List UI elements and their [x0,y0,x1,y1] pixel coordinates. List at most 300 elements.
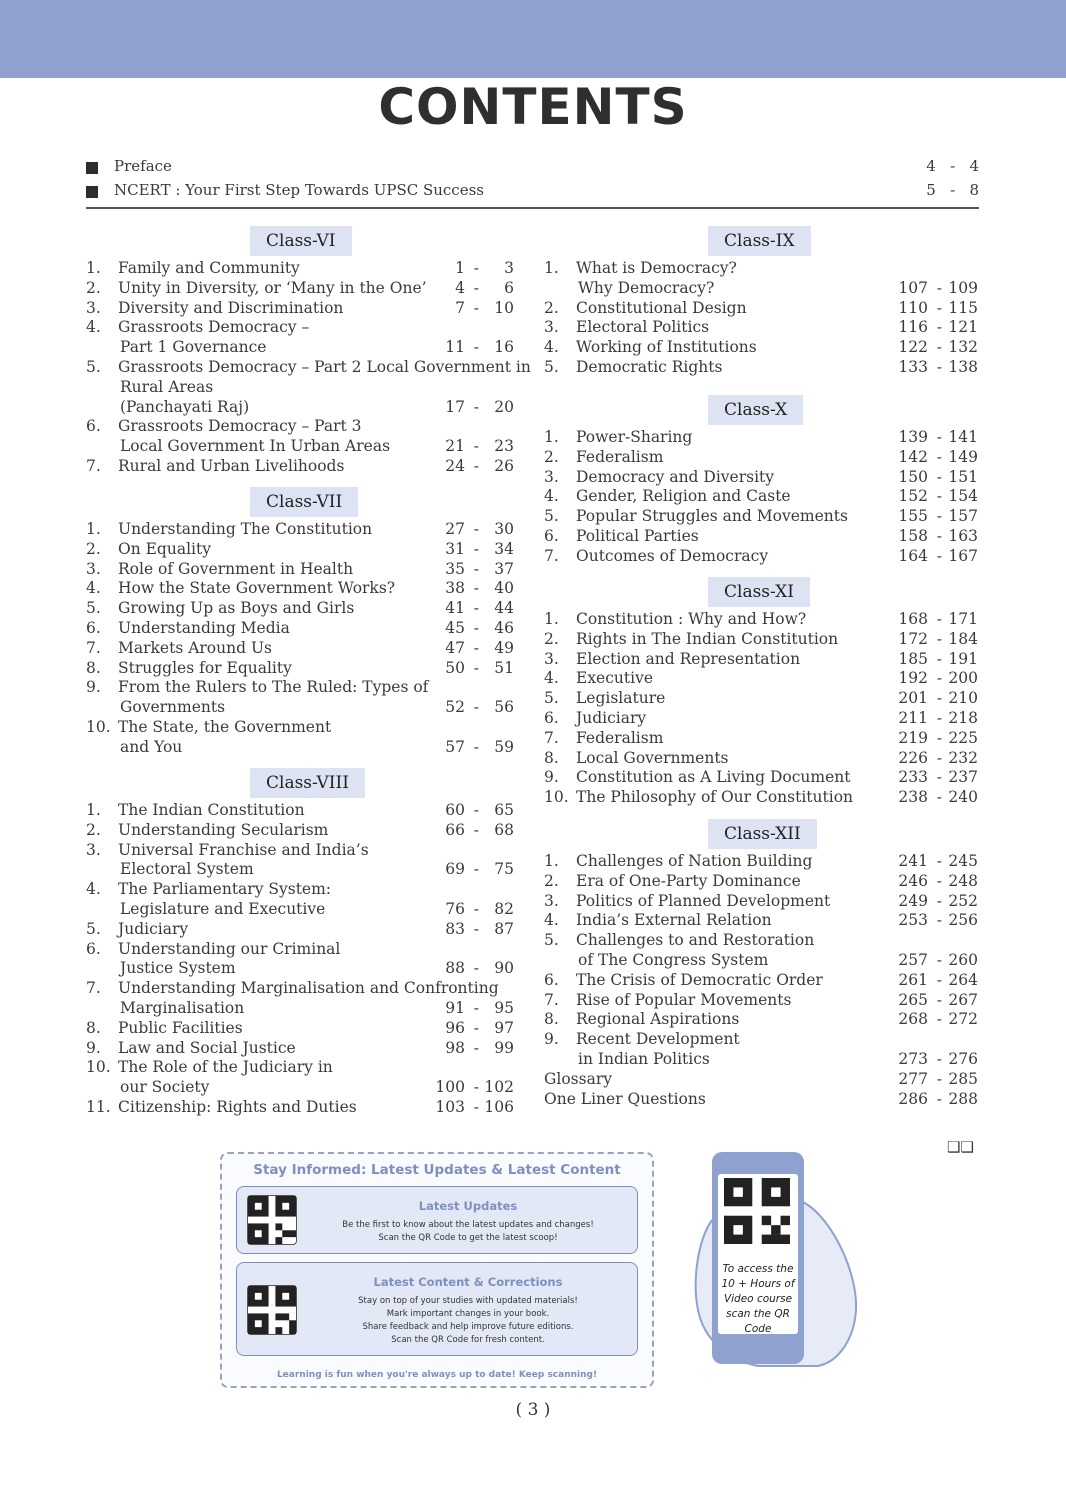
entry-number: 2. [544,298,559,317]
preface-label: Preface [114,157,172,175]
entry-number: 2. [86,278,101,297]
page-from: 133 [898,358,928,376]
page-dash: - [473,919,479,938]
page-to: 44 [494,599,514,618]
page-dash: - [473,298,479,317]
page-to: 245 [948,852,978,870]
entry-number: 8. [86,1018,101,1037]
entry-title: Justice System [120,959,236,978]
entry-title: Challenges to and Restoration [576,931,815,950]
page-dash: - [473,619,479,637]
page-to: 171 [948,610,978,628]
entry-number: 2. [544,629,559,648]
page-to: 200 [948,669,978,688]
page-to: 167 [948,546,978,565]
toc-entry-line[interactable] [0,748,1066,768]
page-to: 90 [494,959,514,978]
entry-number: 10. [86,1058,111,1077]
page-from: 1 [455,259,465,277]
page-dash: - [473,520,479,538]
toc-entry-line[interactable] [0,1029,1066,1049]
qr-box-heading: Stay Informed: Latest Updates & Latest Content [253,1162,621,1178]
entry-number: 5. [86,358,101,376]
entry-title: Glossary [544,1069,612,1088]
page-to: 288 [948,1089,978,1108]
qr-code-icon[interactable] [247,1285,297,1335]
entry-title: Universal Franchise and India’s [118,840,369,859]
page-dash: - [936,951,942,969]
entry-number: 2. [544,447,559,466]
entry-title: Era of One-Party Dominance [576,871,801,890]
entry-title: (Panchayati Raj) [120,397,250,416]
page-dash: - [936,990,942,1009]
page-from: 142 [898,447,928,466]
preface-row[interactable] [86,157,979,179]
toc-entry-line[interactable] [0,258,1066,278]
page-from: 31 [445,539,465,558]
entry-title: How the State Government Works? [118,579,396,598]
toc-entry-line[interactable] [0,298,1066,318]
entry-title: Citizenship: Rights and Duties [118,1098,357,1116]
page-to: 65 [494,801,514,819]
page-from: 253 [898,911,928,930]
page-from: 241 [898,852,928,870]
page-from: 4 [455,278,465,297]
page-to: 30 [494,520,514,538]
toc-entry-line[interactable] [0,357,1066,377]
page-to: 225 [948,728,978,747]
toc-entry-line[interactable] [0,891,1066,911]
page-from: 76 [445,900,465,918]
entry-title: Legislature and Executive [120,900,326,918]
entry-title: Understanding The Constitution [118,520,373,538]
page-from: 41 [445,599,465,618]
entry-title: Grassroots Democracy – [118,318,310,337]
page-dash: - [936,1069,942,1088]
entry-title: Judiciary [576,709,647,727]
toc-entry-line[interactable] [0,668,1066,688]
entry-number: 1. [544,428,559,446]
toc-entry-line[interactable] [0,397,1066,417]
entry-number: 11. [86,1098,111,1116]
page-dash: - [473,259,479,277]
entry-number: 6. [86,619,101,637]
page-from: 261 [898,970,928,989]
page-from: 24 [445,457,465,475]
entry-title: Legislature [576,689,666,708]
page-from: 69 [445,860,465,879]
page-to: 10 [494,298,514,317]
class-heading-x: Class-X [708,395,803,425]
page-to: 95 [494,999,514,1017]
page-dash: - [473,579,479,598]
page-from: 57 [445,737,465,756]
toc-entry-line[interactable] [0,1089,1066,1109]
page-from: 158 [898,527,928,545]
entry-number: 3. [544,891,559,910]
page-to: 49 [494,638,514,657]
entry-title: Challenges of Nation Building [576,852,813,870]
phone-illustration [712,1152,804,1364]
entry-title: One Liner Questions [544,1089,706,1108]
entry-number: 4. [544,911,559,930]
entry-title: The Role of the Judiciary in [118,1058,333,1077]
entry-title: Markets Around Us [118,638,272,657]
page-dash: - [936,507,942,526]
page-dash: - [473,658,479,677]
page-from: 155 [898,507,928,526]
entry-title: Recent Development [576,1030,740,1049]
page-dash: - [473,1098,479,1116]
page-dash: - [936,689,942,708]
page-to: 218 [948,709,978,727]
entry-number: 1. [544,259,559,277]
page-dash: - [473,599,479,618]
page-to: 138 [948,358,978,376]
end-mark: ❑❑ [947,1138,974,1156]
page-from: 164 [898,546,928,565]
entry-title: in Indian Politics [578,1050,710,1068]
entry-title: Public Facilities [118,1018,243,1037]
page-from: 152 [898,487,928,506]
entry-number: 7. [544,728,559,747]
entry-title: Electoral System [120,860,254,879]
page-from: 192 [898,669,928,688]
entry-title: Understanding our Criminal [118,939,341,958]
page-to: 75 [494,860,514,879]
entry-title: On Equality [118,539,211,558]
toc-entry-line[interactable] [0,506,1066,526]
page-from: 60 [445,801,465,819]
entry-number: 4. [86,579,101,598]
page-from: 277 [898,1069,928,1088]
page-from: 219 [898,728,928,747]
toc-entry-line[interactable] [0,317,1066,337]
class-heading-xi: Class-XI [708,577,810,607]
page-dash: - [936,871,942,890]
page-from: 249 [898,891,928,910]
entry-number: 7. [544,990,559,1009]
toc-entry-line[interactable] [0,767,1066,787]
entry-title: Constitution as A Living Document [576,768,851,787]
entry-title: Executive [576,669,654,688]
page-to: 82 [494,900,514,918]
entry-title: Federalism [576,447,664,466]
page-to: 16 [494,338,514,357]
page-range: 5 - 8 [926,181,979,199]
toc-entry-line[interactable] [0,990,1066,1010]
toc-entry-line[interactable] [0,427,1066,447]
panel-text: Scan the QR Code to get the latest scoop! [378,1233,558,1243]
page-from: 185 [898,649,928,668]
page-from: 172 [898,629,928,648]
entry-title: Growing Up as Boys and Girls [118,599,355,618]
page-to: 34 [494,539,514,558]
page-dash: - [936,649,942,668]
page-from: 47 [445,638,465,657]
toc-entry-line[interactable] [0,688,1066,708]
page-dash: - [936,669,942,688]
entry-title: Understanding Secularism [118,820,329,839]
page-to: 87 [494,919,514,938]
entry-number: 5. [544,689,559,708]
page-from: 88 [445,959,465,978]
page-to: 97 [494,1018,514,1037]
entry-title: Governments [120,698,226,717]
toc-entry-line[interactable] [0,649,1066,669]
page-to: 154 [948,487,978,506]
page-to: 285 [948,1069,978,1088]
page-from: 100 [435,1078,465,1097]
panel-text: Share feedback and help improve future editions. [362,1322,574,1332]
entry-title: Struggles for Equality [118,658,292,677]
page-to: 37 [494,559,514,578]
page-from: 45 [445,619,465,637]
page-to: 264 [948,970,978,989]
page-to: 99 [494,1038,514,1057]
entry-number: 8. [86,658,101,677]
qr-updates-box [220,1152,654,1388]
page-from: 122 [898,338,928,357]
entry-number: 4. [86,318,101,337]
page-from: 211 [898,709,928,727]
entry-title: Rural and Urban Livelihoods [118,457,345,475]
page-number: ( 3 ) [515,1400,551,1420]
entry-number: 5. [544,358,559,376]
page-range: 4 - 4 [926,157,979,175]
entry-title: From the Rulers to The Ruled: Types of [118,678,429,697]
page-from: 139 [898,428,928,446]
entry-title: The Parliamentary System: [118,880,332,899]
page-to: 56 [494,698,514,717]
header-band [0,0,1066,78]
page-dash: - [936,338,942,357]
page-dash: - [473,278,479,297]
toc-entry-line[interactable] [0,728,1066,748]
page-to: 252 [948,891,978,910]
page-to: 20 [494,397,514,416]
page-dash: - [473,638,479,657]
entry-number: 9. [86,678,101,697]
entry-title: Diversity and Discrimination [118,298,344,317]
page-dash: - [473,338,479,357]
page-dash: - [473,999,479,1017]
page-from: 103 [435,1098,465,1116]
toc-entry-line[interactable] [0,1009,1066,1029]
toc-entry-line[interactable] [0,546,1066,566]
entry-title: Grassroots Democracy – Part 3 [118,417,362,436]
page-dash: - [473,457,479,475]
entry-number: 5. [544,931,559,950]
toc-entry-line[interactable] [0,910,1066,930]
page-dash: - [936,1010,942,1029]
entry-number: 3. [86,559,101,578]
page-dash: - [936,527,942,545]
entry-number: 3. [86,298,101,317]
bullet-square-icon [86,186,98,198]
entry-title: Politics of Planned Development [576,891,831,910]
latest-updates-panel [236,1186,638,1254]
entry-number: 6. [544,527,559,545]
class-heading-ix: Class-IX [708,226,811,256]
entry-title: Political Parties [576,527,699,545]
page-from: 91 [445,999,465,1017]
entry-number: 1. [86,259,101,277]
phone-message: To access the 10 + Hours of Video course scan the QR Code [721,1263,795,1335]
toc-entry-line[interactable] [0,486,1066,506]
page-to: 191 [948,649,978,668]
entry-number: 7. [86,638,101,657]
page-dash: - [936,447,942,466]
page-to: 68 [494,820,514,839]
toc-entry-line[interactable] [0,609,1066,629]
page-dash: - [473,559,479,578]
toc-entry-line[interactable] [0,337,1066,357]
entry-number: 1. [544,610,559,628]
page-title: CONTENTS [378,78,688,136]
entry-number: 10. [544,788,569,807]
toc-entry-line[interactable] [0,950,1066,970]
entry-title: Rural Areas [120,377,214,396]
page-to: 256 [948,911,978,930]
page-to: 184 [948,629,978,648]
toc-entry-line[interactable] [0,278,1066,298]
page-to: 115 [948,298,978,317]
entry-title: Constitution : Why and How? [576,610,807,628]
page-dash: - [473,900,479,918]
page-from: 110 [898,298,928,317]
entry-number: 4. [86,880,101,899]
entry-title: Working of Institutions [576,338,757,357]
entry-title: What is Democracy? [576,259,737,277]
toc-entry-line[interactable] [0,851,1066,871]
toc-entry-line[interactable] [0,930,1066,950]
page-to: 6 [504,278,514,297]
page-from: 11 [445,338,465,357]
page-to: 149 [948,447,978,466]
entry-title: Grassroots Democracy – Part 2 Local Government in [118,358,531,376]
entry-title: Unity in Diversity, or ‘Many in the One’ [118,278,427,297]
page-dash: - [936,709,942,727]
page-to: 23 [494,437,514,456]
page-dash: - [473,1018,479,1037]
page-to: 163 [948,527,978,545]
page-dash: - [936,358,942,376]
page-dash: - [473,437,479,456]
toc-entry-line[interactable] [0,1069,1066,1089]
page-dash: - [473,698,479,717]
page-dash: - [936,278,942,297]
ncert-intro-row[interactable] [86,181,979,203]
page-dash: - [936,629,942,648]
entry-title: Popular Struggles and Movements [576,507,848,526]
entry-title: India’s External Relation [576,911,772,930]
toc-entry-line[interactable] [0,820,1066,840]
entry-number: 3. [544,649,559,668]
toc-entry-line[interactable] [0,629,1066,649]
page-to: 157 [948,507,978,526]
page-dash: - [936,467,942,486]
page-dash: - [936,788,942,807]
page-from: 257 [898,951,928,969]
entry-number: 7. [86,979,101,998]
page-dash: - [473,1078,479,1097]
page-dash: - [936,428,942,446]
entry-number: 9. [544,1030,559,1049]
entry-number: 3. [544,318,559,337]
entry-title: The State, the Government [118,718,332,736]
toc-entry-line[interactable] [0,467,1066,487]
entry-title: Federalism [576,728,664,747]
page-to: 121 [948,318,978,337]
entry-title: Regional Aspirations [576,1010,740,1029]
page-from: 35 [445,559,465,578]
entry-title: Judiciary [118,919,189,938]
entry-number: 2. [86,539,101,558]
toc-entry-line[interactable] [0,871,1066,891]
entry-number: 8. [544,1010,559,1029]
page-to: 59 [494,737,514,756]
entry-title: Part 1 Governance [120,338,267,357]
video-qr-code-icon[interactable] [724,1178,790,1244]
entry-title: Family and Community [118,259,300,277]
entry-title: Understanding Marginalisation and Confronting [118,979,499,998]
toc-entry-line[interactable] [0,447,1066,467]
toc-entry-line[interactable] [0,708,1066,728]
page-to: 151 [948,467,978,486]
page-from: 226 [898,748,928,767]
entry-number: 3. [86,840,101,859]
page-to: 46 [494,619,514,637]
page-dash: - [936,318,942,337]
panel-text: Scan the QR Code for fresh content. [391,1335,545,1345]
qr-code-icon[interactable] [247,1195,297,1245]
toc-entry-line[interactable] [0,526,1066,546]
entry-number: 9. [544,768,559,787]
page-dash: - [936,768,942,787]
entry-number: 6. [86,939,101,958]
toc-entry-line[interactable] [0,578,1066,598]
entry-title: Gender, Religion and Caste [576,487,791,506]
toc-entry-line[interactable] [0,787,1066,807]
entry-title: Election and Representation [576,649,801,668]
entry-number: 2. [86,820,101,839]
page-from: 246 [898,871,928,890]
entry-title: Marginalisation [120,999,245,1017]
entry-number: 6. [544,970,559,989]
class-heading-viii: Class-VIII [250,768,365,798]
page-from: 273 [898,1050,928,1068]
page-from: 265 [898,990,928,1009]
page-dash: - [473,959,479,978]
entry-title: Understanding Media [118,619,290,637]
page-to: 109 [948,278,978,297]
page-to: 102 [484,1078,514,1097]
class-heading-vii: Class-VII [250,487,358,517]
entry-number: 8. [544,748,559,767]
page-dash: - [936,852,942,870]
page-dash: - [936,298,942,317]
toc-entry-line[interactable] [0,970,1066,990]
page-to: 40 [494,579,514,598]
toc-entry-line[interactable] [0,1049,1066,1069]
page-from: 38 [445,579,465,598]
toc-entry-line[interactable] [0,377,1066,397]
entry-number: 6. [86,417,101,436]
page-to: 260 [948,951,978,969]
entry-title: Democratic Rights [576,358,723,376]
entry-number: 4. [544,487,559,506]
